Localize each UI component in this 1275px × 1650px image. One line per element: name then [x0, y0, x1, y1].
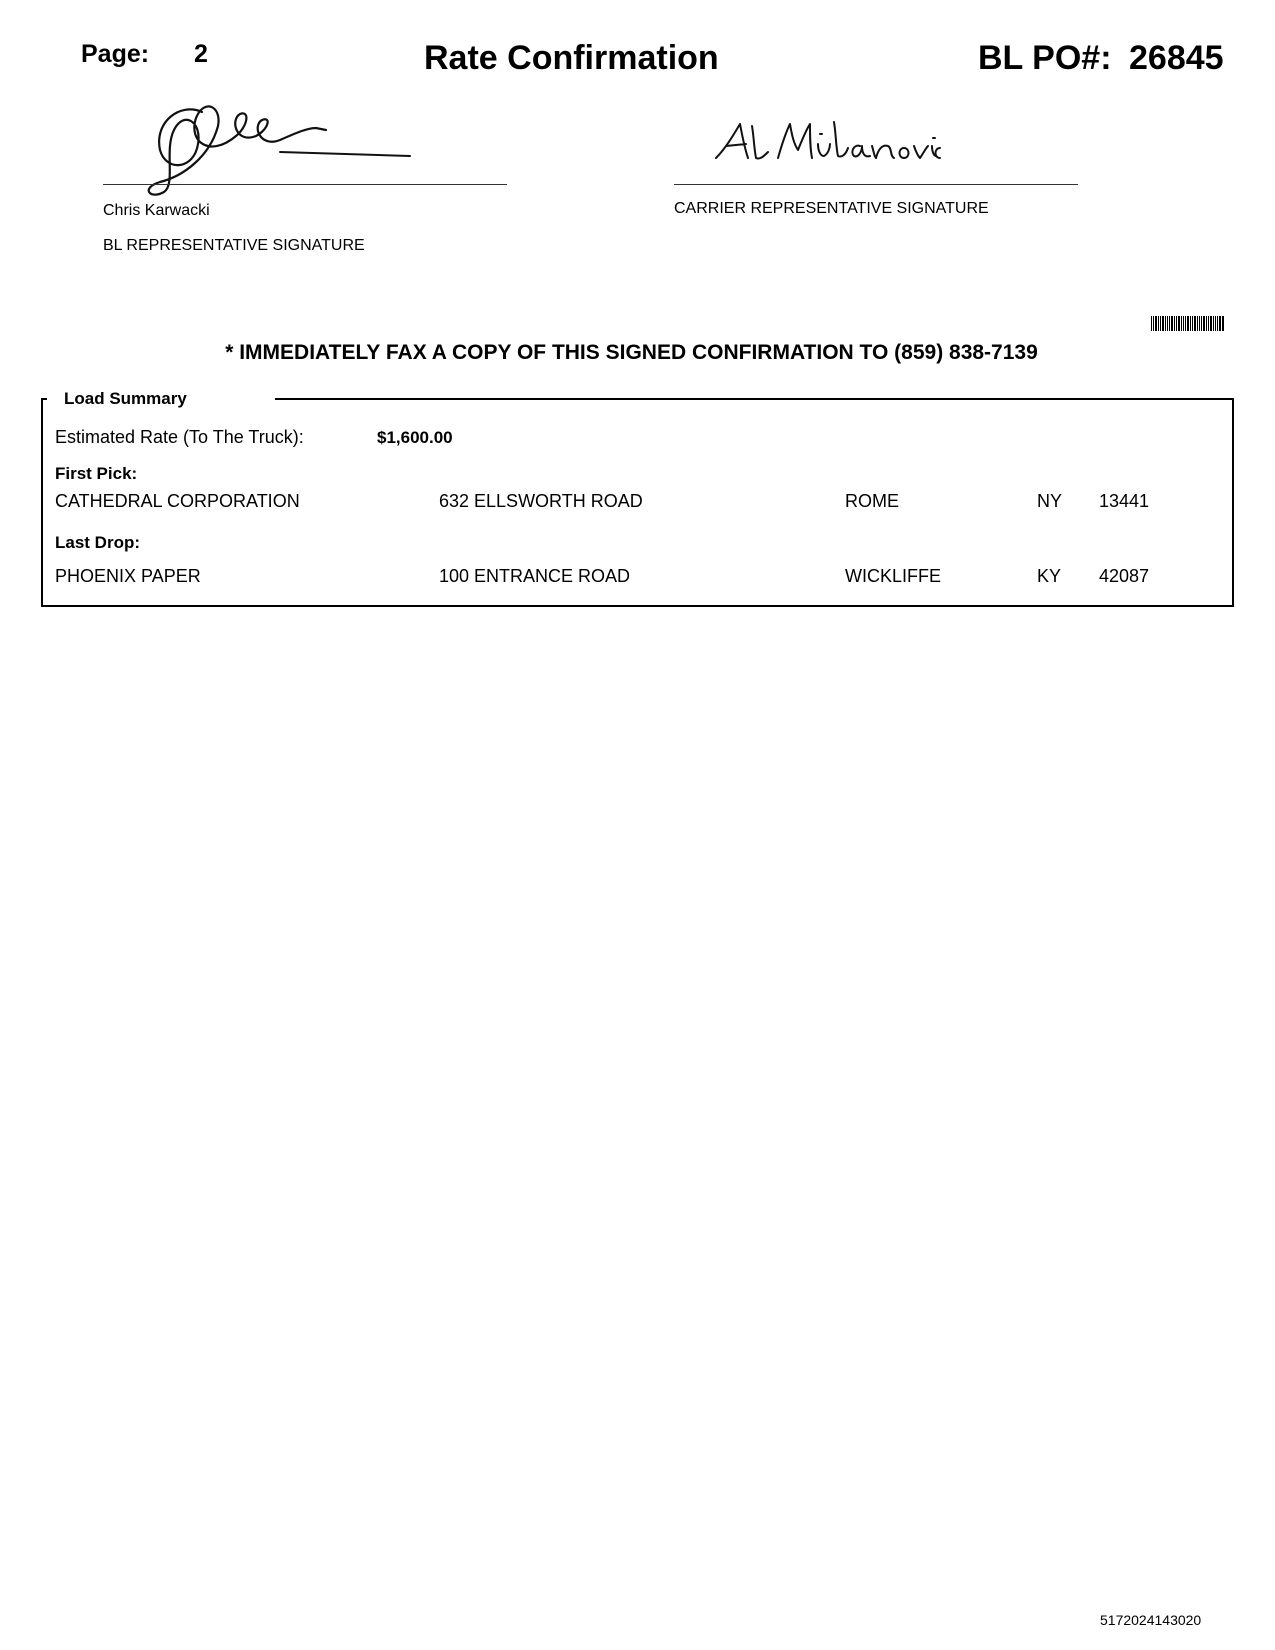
estimated-rate-label: Estimated Rate (To The Truck): [55, 427, 304, 447]
last-drop-city: WICKLIFFE [845, 566, 942, 586]
carrier-signature-line [674, 184, 1078, 185]
barcode [1151, 316, 1224, 331]
first-pick-zip: 13441 [1099, 491, 1150, 511]
last-drop-zip: 42087 [1099, 566, 1150, 586]
bl-signature-caption: BL REPRESENTATIVE SIGNATURE [103, 237, 365, 254]
page-number: 2 [194, 40, 208, 68]
last-drop-name: PHOENIX PAPER [55, 566, 201, 586]
first-pick-label: First Pick: [55, 464, 138, 483]
carrier-handwritten-signature [712, 118, 942, 170]
first-pick-name: CATHEDRAL CORPORATION [55, 491, 300, 511]
first-pick-address: 632 ELLSWORTH ROAD [439, 491, 643, 511]
po-label: BL PO#: [978, 39, 1112, 77]
document-title: Rate Confirmation [424, 39, 719, 77]
first-pick-city: ROME [845, 491, 899, 511]
first-pick-state: NY [1037, 491, 1063, 511]
document-code: 5172024143020 [1100, 1612, 1202, 1628]
carrier-signature-caption: CARRIER REPRESENTATIVE SIGNATURE [674, 200, 989, 217]
last-drop-label: Last Drop: [55, 533, 140, 552]
estimated-rate-value: $1,600.00 [377, 428, 453, 447]
po-number: 26845 [1129, 39, 1224, 77]
last-drop-address: 100 ENTRANCE ROAD [439, 566, 631, 586]
bl-handwritten-signature [140, 92, 440, 204]
last-drop-state: KY [1037, 566, 1062, 586]
load-summary-title: Load Summary [54, 389, 197, 409]
bl-representative-name: Chris Karwacki [103, 202, 210, 219]
fax-notice: * IMMEDIATELY FAX A COPY OF THIS SIGNED CONFIRMATION TO (859) 838-7139 [225, 341, 1038, 364]
bl-signature-line [103, 184, 507, 185]
page-label: Page: [81, 40, 150, 68]
